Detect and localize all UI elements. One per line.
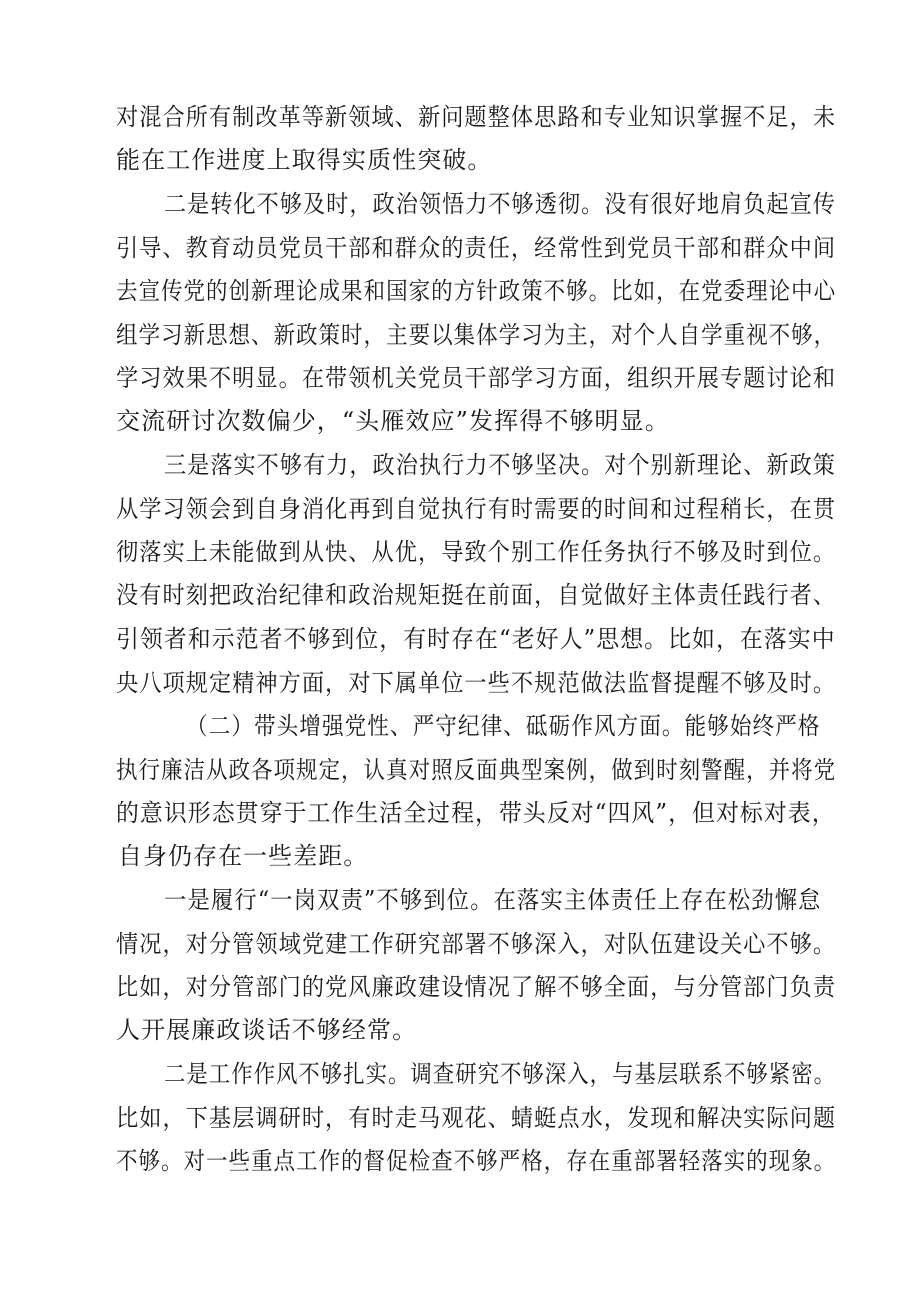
text-line: 比如，下基层调研时，有时走马观花、蜻蜓点水，发现和解决实际问题 <box>116 1104 837 1132</box>
text-line: 能在工作进度上取得实质性突破。 <box>116 146 493 174</box>
text-line: 执行廉洁从政各项规定，认真对照反面典型案例，做到时刻警醒，并将党 <box>116 756 837 784</box>
text-line: 对混合所有制改革等新领域、新问题整体思路和专业知识掌握不足，未 <box>116 103 837 131</box>
section-heading-line: （二）带头增强党性、严守纪律、砥砺作风方面。能够始终严格 <box>186 712 821 740</box>
text-line: 自身仍存在一些差距。 <box>118 842 369 870</box>
text-line: 情况，对分管领域党建工作研究部署不够深入，对队伍建设关心不够。 <box>116 930 837 958</box>
text-line: 交流研讨次数偏少，“头雁效应”发挥得不够明显。 <box>116 407 670 435</box>
paragraph-start-line: 二是工作作风不够扎实。调查研究不够深入，与基层联系不够紧密。 <box>164 1060 836 1088</box>
paragraph-start-line: 三是落实不够有力，政治执行力不够坚决。对个别新理论、新政策 <box>164 451 836 479</box>
text-line: 的意识形态贯穿于工作生活全过程，带头反对“四风”，但对标对表， <box>116 799 836 827</box>
text-line: 从学习领会到自身消化再到自觉执行有时需要的时间和过程稍长，在贯 <box>116 495 837 523</box>
text-line: 引导、教育动员党员干部和群众的责任，经常性到党员干部和群众中间 <box>116 234 837 262</box>
paragraph-start-line: 一是履行“一岗双责”不够到位。在落实主体责任上存在松劲懈怠 <box>164 886 822 914</box>
text-line: 没有时刻把政治纪律和政治规矩挺在前面，自觉做好主体责任践行者、 <box>116 581 837 609</box>
text-line: 引领者和示范者不够到位，有时存在“老好人”思想。比如，在落实中 <box>116 625 836 653</box>
paragraph-start-line: 二是转化不够及时，政治领悟力不够透彻。没有很好地肩负起宣传 <box>164 190 836 218</box>
text-line: 比如，对分管部门的党风廉政建设情况了解不够全面，与分管部门负责 <box>116 973 837 1001</box>
text-line: 学习效果不明显。在带领机关党员干部学习方面，组织开展专题讨论和 <box>116 364 837 392</box>
text-line: 去宣传党的创新理论成果和国家的方针政策不够。比如，在党委理论中心 <box>116 277 837 305</box>
text-line: 组学习新思想、新政策时，主要以集体学习为主，对个人自学重视不够， <box>116 321 837 349</box>
text-line: 不够。对一些重点工作的督促检查不够严格，存在重部署轻落实的现象。 <box>116 1147 837 1175</box>
text-line: 彻落实上未能做到从快、从优，导致个别工作任务执行不够及时到位。 <box>116 538 837 566</box>
text-line: 央八项规定精神方面，对下属单位一些不规范做法监督提醒不够及时。 <box>116 669 837 697</box>
text-line: 人开展廉政谈话不够经常。 <box>116 1016 418 1044</box>
